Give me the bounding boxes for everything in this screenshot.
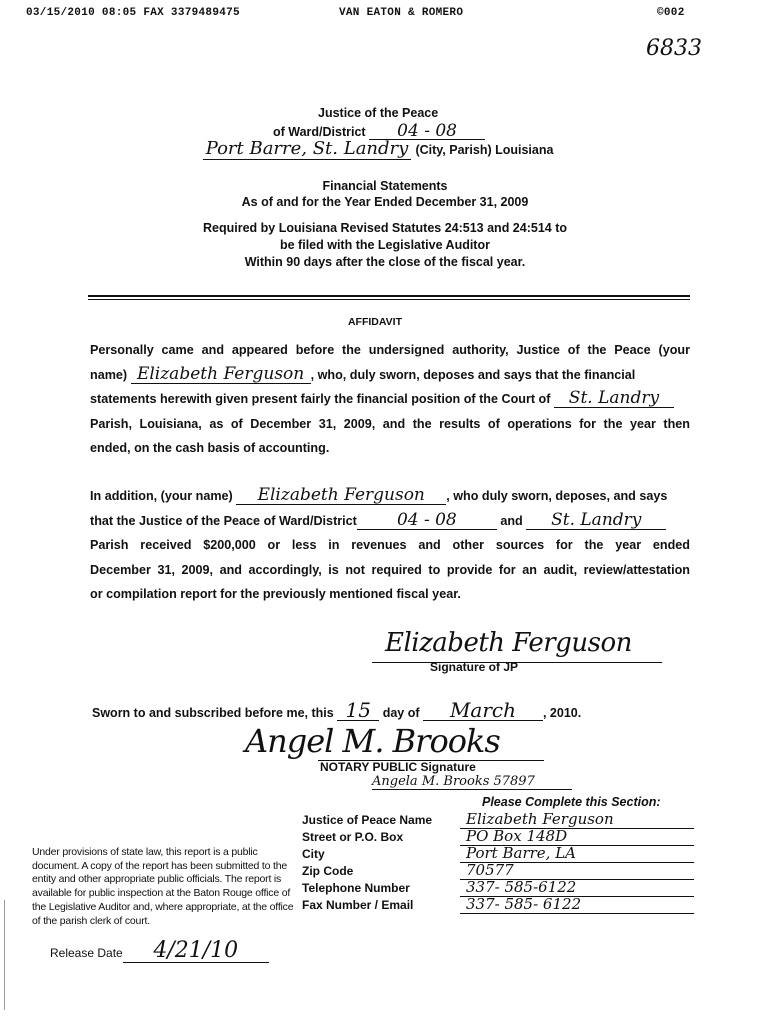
notary-printed-name: Angela M. Brooks 57897 xyxy=(372,774,572,790)
field-label: Telephone Number xyxy=(302,881,410,895)
statements-line1: Financial Statements xyxy=(322,179,448,193)
affidavit-heading: AFFIDAVIT xyxy=(347,316,403,328)
field-label: City xyxy=(302,847,325,861)
p2-line1 xyxy=(90,484,690,509)
sworn-day-value: 15 xyxy=(337,700,379,721)
title-place-suffix: (City, Parish) Louisiana xyxy=(415,143,554,157)
notary-signature: Angel M. Brooks xyxy=(245,722,500,760)
divider-rule xyxy=(88,295,690,297)
field-value: Port Barre, LA xyxy=(460,845,694,863)
p2-name-value: Elizabeth Ferguson xyxy=(236,486,446,505)
handwritten-id: 6833 xyxy=(646,36,702,61)
divider-rule-thin xyxy=(88,299,690,300)
fax-sender: VAN EATON & ROMERO xyxy=(339,7,464,19)
jp-signature-label: Signature of JP xyxy=(430,660,519,674)
title-place-value: Port Barre, St. Landry xyxy=(203,139,411,160)
field-value: 337- 585-6122 xyxy=(460,879,694,897)
fax-page-number: ©002 xyxy=(657,7,685,19)
p2-ward-value: 04 - 08 xyxy=(357,511,497,530)
field-fax-email xyxy=(302,897,694,914)
sworn-year: , 2010. xyxy=(542,706,582,720)
field-label: Street or P.O. Box xyxy=(302,830,404,844)
title-ward-value: 04 - 08 xyxy=(369,124,485,140)
p2-line2 xyxy=(90,509,690,534)
field-value: Elizabeth Ferguson xyxy=(460,811,694,829)
field-label: Justice of Peace Name xyxy=(302,813,433,827)
p1-line2 xyxy=(90,363,690,388)
public-notice: Under provisions of state law, this report is a public document. A copy of the report has been submitted to the entity and other appropriate public officials. The report is available for public inspection at the Baton Rouge office of the Legislative Auditor and, where appropriate, at the office of the parish clerk of court. xyxy=(32,846,294,927)
statements-line4: be filed with the Legislative Auditor xyxy=(280,238,490,252)
p2-line5: or compilation report for the previously mentioned fiscal year. xyxy=(90,587,461,601)
field-label: Fax Number / Email xyxy=(302,898,414,912)
affidavit-paragraph-1 xyxy=(90,338,690,461)
p1-name-suffix: , who, duly sworn, deposes and says that the financial xyxy=(310,367,636,382)
p2-suffix: , who duly sworn, deposes, and says xyxy=(446,489,668,503)
p1-court-value: St. Landry xyxy=(554,389,674,408)
notary-label: NOTARY PUBLIC Signature xyxy=(320,760,476,774)
statements-line5: Within 90 days after the close of the fiscal year. xyxy=(244,255,526,269)
release-label: Release Date xyxy=(50,946,123,960)
sworn-prefix: Sworn to and subscribed before me, this xyxy=(92,706,334,720)
statements-line2: As of and for the Year Ended December 31, 2009 xyxy=(241,195,529,209)
section-heading: Please Complete this Section: xyxy=(482,795,661,809)
statements-block xyxy=(180,178,590,210)
p2-parish-value: St. Landry xyxy=(526,511,666,530)
title-ward-prefix: of Ward/District xyxy=(273,125,366,139)
statutes-block xyxy=(160,220,610,271)
p1-court-prefix: statements herewith given present fairly the financial position of the Court of xyxy=(90,392,551,406)
release-value: 4/21/10 xyxy=(123,940,269,963)
p1-name-value: Elizabeth Ferguson xyxy=(131,365,311,384)
p1-name-prefix: name) xyxy=(90,367,128,382)
sworn-line xyxy=(92,700,581,721)
statements-line3: Required by Louisiana Revised Statutes 24:513 and 24:514 to xyxy=(202,221,567,235)
p1-line3 xyxy=(90,387,690,412)
p2-line3: Parish received $200,000 or less in revenues and other sources for the year ended xyxy=(90,538,690,552)
release-date xyxy=(50,940,269,963)
field-label: Zip Code xyxy=(302,864,354,878)
p2-prefix: In addition, (your name) xyxy=(90,489,233,503)
affidavit-paragraph-2 xyxy=(90,484,690,607)
p1-line1: Personally came and appeared before the undersigned authority, Justice of the Peace (your xyxy=(90,343,690,357)
sworn-month-value: March xyxy=(423,700,543,721)
p2-line4: December 31, 2009, and accordingly, is not required to provide for an audit, review/attestation xyxy=(90,562,690,577)
field-value: PO Box 148D xyxy=(460,828,694,846)
jp-signature: Elizabeth Ferguson xyxy=(385,628,632,658)
sworn-day-label: day of xyxy=(382,706,420,720)
p1-line5: ended, on the cash basis of accounting. xyxy=(90,441,330,455)
fax-datetime: 03/15/2010 08:05 FAX 3379489475 xyxy=(26,7,240,19)
field-value: 70577 xyxy=(460,862,694,880)
title-line1: Justice of the Peace xyxy=(318,106,439,120)
field-value: 337- 585- 6122 xyxy=(460,896,694,914)
title-place xyxy=(203,139,553,160)
p2-ward-prefix: that the Justice of the Peace of Ward/District xyxy=(90,513,357,528)
scan-edge xyxy=(4,900,5,1010)
contact-fields xyxy=(302,812,694,914)
p1-line4: Parish, Louisiana, as of December 31, 2009, and the results of operations for the year then xyxy=(90,416,690,431)
p2-and: and xyxy=(500,513,523,528)
